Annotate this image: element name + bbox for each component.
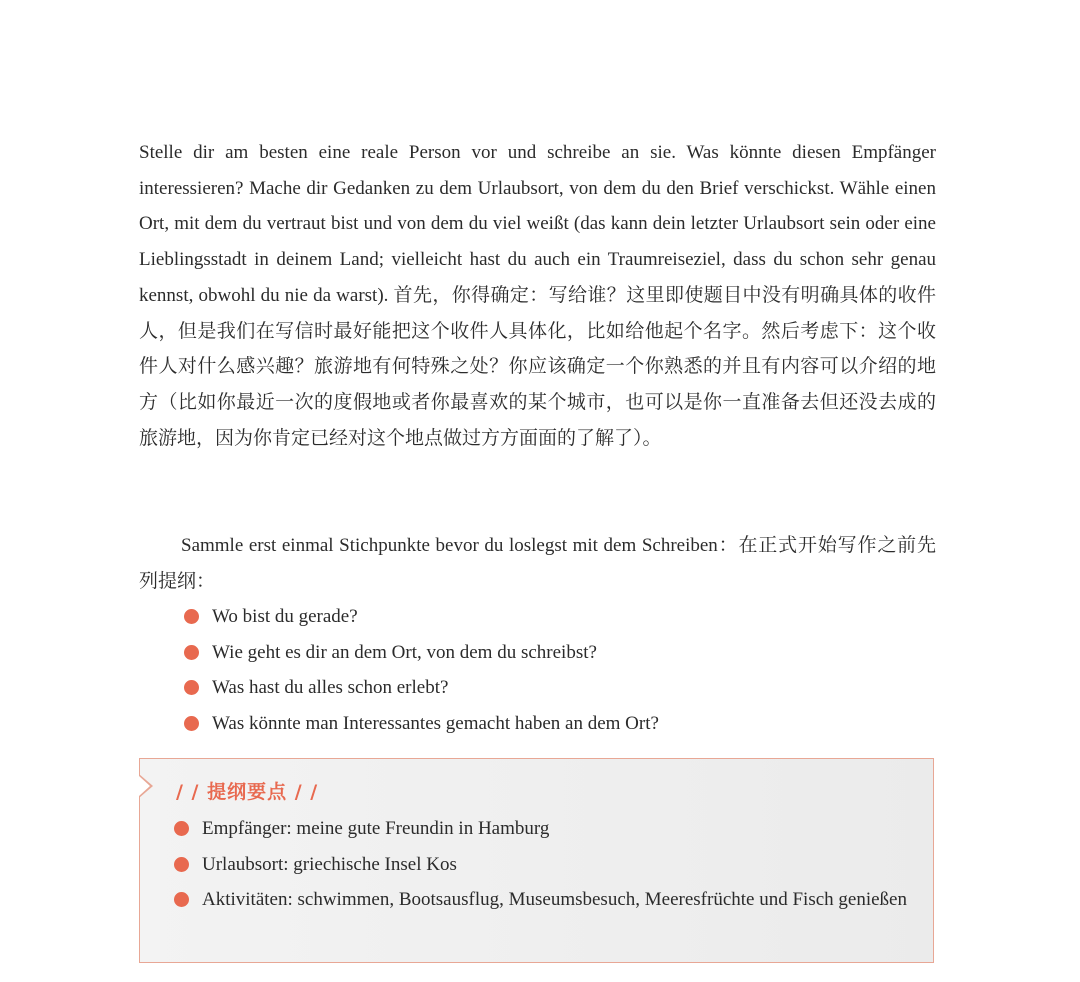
outline-point-text: Aktivitäten: schwimmen, Bootsausflug, Museumsbesuch, Meeresfrüchte und Fisch genießen: [202, 889, 907, 911]
outline-points-box: [139, 758, 934, 963]
outline-point-text: Urlaubsort: griechische Insel Kos: [202, 853, 457, 875]
bullet-dot-icon: [184, 680, 199, 695]
question-text: Was hast du alles schon erlebt?: [212, 677, 449, 699]
bullet-dot-icon: [184, 716, 199, 731]
outline-point-item: [174, 882, 914, 918]
question-item: [184, 599, 659, 635]
question-text: Wie geht es dir an dem Ort, von dem du schreibst?: [212, 641, 597, 663]
question-text: Wo bist du gerade?: [212, 606, 358, 627]
outline-points-list: [174, 811, 914, 918]
outline-point-text: Empfänger: meine gute Freundin in Hamburg: [202, 818, 550, 839]
box-notch-inner: [139, 776, 150, 796]
question-item: [184, 635, 659, 671]
bullet-dot-icon: [174, 857, 189, 872]
question-text: Was könnte man Interessantes gemacht haben an dem Ort?: [212, 713, 659, 735]
bullet-dot-icon: [174, 892, 189, 907]
question-item: [184, 670, 659, 706]
bullet-dot-icon: [184, 609, 199, 624]
outline-box-title: / / 提纲要点 / /: [176, 781, 319, 803]
question-item: [184, 706, 659, 742]
outline-point-item: [174, 847, 914, 883]
bullet-dot-icon: [174, 821, 189, 836]
bullet-dot-icon: [184, 645, 199, 660]
outline-instruction-paragraph: Sammle erst einmal Stichpunkte bevor du loslegst mit dem Schreiben：在正式开始写作之前先列提纲：: [139, 535, 936, 592]
question-list: [184, 599, 659, 742]
intro-paragraph: Stelle dir am besten eine reale Person vor und schreibe an sie. Was könnte diesen Empfänger interessieren? Mache dir Gedanken zu dem Urlaubsort, von dem du den Brief verschickst. Wähle einen Ort, mit dem du vertraut bist und von dem du viel weißt (das kann dein letzter Urlaubsort sein oder eine Lieblingsstadt in deinem Land; vielleicht hast du auch ein Traumreiseziel, dass du schon sehr genau kennst, obwohl du nie da warst). 首先，你得确定：写给谁？这里即使题目中没有明确具体的收件人，但是我们在写信时最好能把这个收件人具体化，比如给他起个名字。然后考虑下：这个收件人对什么感兴趣？旅游地有何特殊之处？你应该确定一个你熟悉的并且有内容可以介绍的地方（比如你最近一次的度假地或者你最喜欢的某个城市，也可以是你一直准备去但还没去成的旅游地，因为你肯定已经对这个地点做过方方面面的了解了）。: [139, 142, 936, 449]
outline-point-item: [174, 811, 914, 847]
